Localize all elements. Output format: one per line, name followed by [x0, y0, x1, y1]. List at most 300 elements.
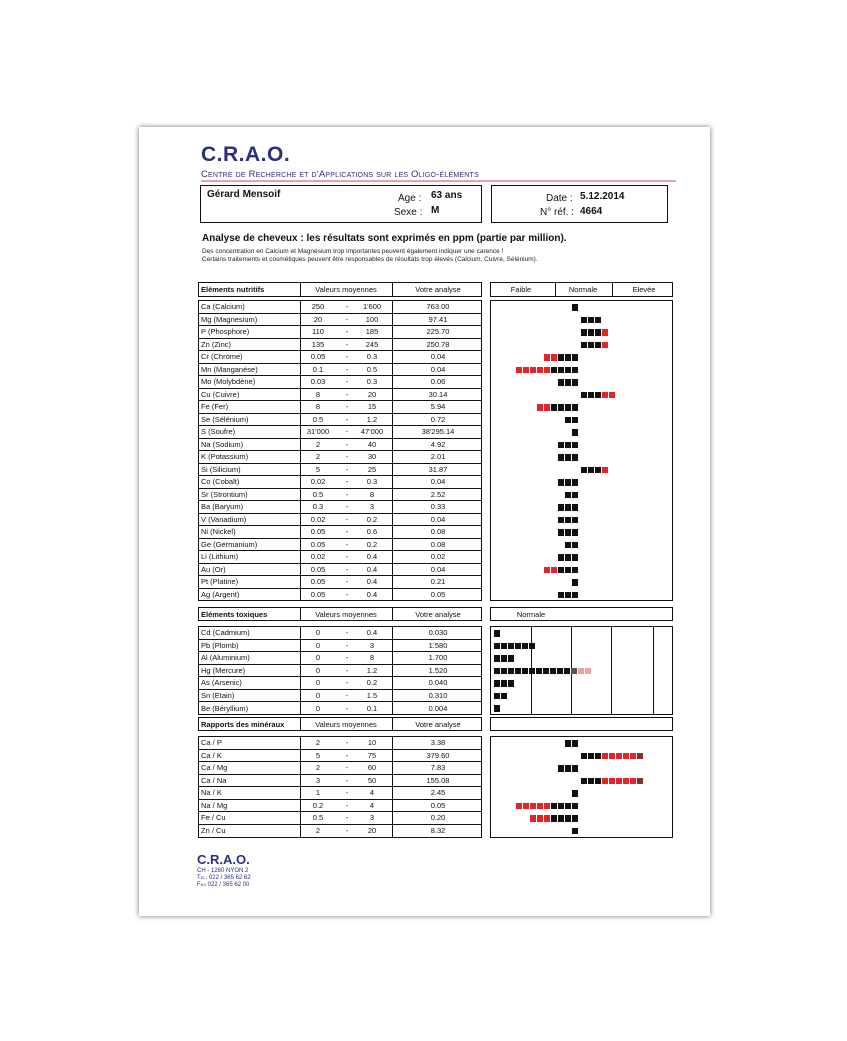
level-square	[522, 668, 528, 675]
level-square	[572, 417, 578, 424]
level-square	[536, 668, 542, 675]
level-square	[522, 643, 528, 650]
level-square	[572, 815, 578, 822]
cell-val: 0.06	[430, 377, 446, 387]
level-square	[494, 643, 500, 650]
level-square	[578, 668, 584, 675]
cell-val: 3.38	[430, 738, 446, 748]
cell-val: 379.60	[426, 750, 450, 760]
ratios-scale-header	[490, 717, 673, 731]
level-square	[602, 778, 608, 785]
range-dash: -	[345, 628, 349, 638]
table-row	[199, 451, 481, 464]
level-square	[623, 778, 629, 785]
level-square	[501, 680, 507, 687]
level-square	[630, 753, 636, 760]
level-square	[572, 579, 578, 586]
cell-name: S (Soufre)	[201, 427, 236, 437]
cell-hi: 75	[367, 750, 377, 760]
range-dash: -	[345, 439, 349, 449]
cell-hi: 3	[369, 640, 375, 650]
cell-val: 0.02	[430, 552, 446, 562]
toxics-chart	[490, 626, 673, 715]
level-square	[588, 329, 594, 336]
range-dash: -	[345, 552, 349, 562]
table-row	[199, 326, 481, 339]
cell-hi: 1'600	[362, 302, 382, 312]
table-row	[199, 439, 481, 452]
level-square	[623, 753, 629, 760]
cell-lo: 3	[315, 775, 321, 785]
table-row	[199, 376, 481, 389]
level-square	[616, 778, 622, 785]
level-square	[602, 329, 608, 336]
cell-name: Cr (Chrome)	[201, 352, 243, 362]
level-square	[565, 504, 571, 511]
level-square	[564, 668, 570, 675]
level-square	[529, 668, 535, 675]
level-square	[588, 467, 594, 474]
cell-val: 38'295.14	[421, 427, 455, 437]
ratios-col-elements: Rapports des minéraux	[201, 719, 285, 729]
cell-lo: 5	[315, 750, 321, 760]
cell-name: Sr (Strontium)	[201, 489, 248, 499]
table-row	[199, 551, 481, 564]
range-dash: -	[345, 414, 349, 424]
table-row	[199, 539, 481, 552]
nutrients-chart	[490, 300, 673, 601]
level-square	[572, 504, 578, 511]
footer-address: CH - 1260 NYON 2	[197, 868, 249, 874]
toxics-col-result: Votre analyse	[415, 609, 461, 619]
cell-val: 7.83	[430, 763, 446, 773]
range-dash: -	[345, 738, 349, 748]
level-square	[557, 668, 563, 675]
table-row	[199, 589, 481, 602]
cell-val: 763.00	[426, 302, 450, 312]
table-row	[199, 339, 481, 352]
level-square	[558, 454, 564, 461]
range-dash: -	[345, 653, 349, 663]
level-square	[572, 592, 578, 599]
range-dash: -	[345, 364, 349, 374]
cell-hi: 245	[365, 339, 379, 349]
level-square	[537, 367, 543, 374]
cell-val: 4.92	[430, 439, 446, 449]
level-square	[558, 803, 564, 810]
cell-val: 0.040	[428, 678, 448, 688]
cell-val: 0.08	[430, 527, 446, 537]
cell-val: 0.21	[430, 577, 446, 587]
level-square	[494, 668, 500, 675]
level-square	[551, 404, 557, 411]
level-square	[609, 392, 615, 399]
table-row	[199, 301, 481, 314]
cell-val: 1.520	[428, 665, 448, 675]
cell-name: Zn (Zinc)	[201, 339, 231, 349]
cell-val: 0.04	[430, 364, 446, 374]
toxics-header	[198, 607, 482, 621]
level-square	[581, 329, 587, 336]
level-square	[588, 342, 594, 349]
level-square	[588, 753, 594, 760]
cell-val: 97.41	[428, 314, 448, 324]
cell-name: Na (Sodium)	[201, 439, 244, 449]
level-square	[572, 517, 578, 524]
cell-name: Cd (Cadmium)	[201, 628, 250, 638]
footer-tel: Tel. 022 / 365 62 62	[197, 875, 251, 881]
level-square	[544, 567, 550, 574]
cell-val: 0.04	[430, 514, 446, 524]
table-row	[199, 677, 481, 690]
range-dash: -	[345, 452, 349, 462]
sex-value: M	[431, 205, 440, 216]
cell-hi: 4	[369, 800, 375, 810]
cell-lo: 0.02	[310, 552, 326, 562]
level-square	[581, 317, 587, 324]
level-square	[572, 379, 578, 386]
cell-name: As (Arsenic)	[201, 678, 242, 688]
cell-lo: 0.02	[310, 477, 326, 487]
level-square	[501, 668, 507, 675]
cell-lo: 8	[315, 402, 321, 412]
level-square	[565, 803, 571, 810]
cell-lo: 0.02	[310, 514, 326, 524]
table-row	[199, 564, 481, 577]
level-square	[630, 778, 636, 785]
level-square	[501, 655, 507, 662]
level-square	[572, 803, 578, 810]
report-sheet	[139, 127, 710, 916]
table-row	[199, 526, 481, 539]
level-square	[565, 492, 571, 499]
level-square	[501, 693, 507, 700]
range-dash: -	[345, 489, 349, 499]
level-square	[581, 392, 587, 399]
level-square	[572, 554, 578, 561]
cell-hi: 0.2	[366, 678, 378, 688]
cell-hi: 8	[369, 489, 375, 499]
cell-name: Ca / Mg	[201, 763, 228, 773]
patient-name: Gérard Mensoif	[207, 189, 281, 200]
table-row	[199, 737, 481, 750]
table-row	[199, 640, 481, 653]
range-dash: -	[345, 577, 349, 587]
organization-subtitle: Centre de Recherche et d'Applications sur les Oligo-éléments	[201, 169, 479, 180]
reference-box	[491, 185, 668, 223]
cell-name: Se (Sélénium)	[201, 414, 249, 424]
ratios-table	[198, 736, 482, 838]
cell-val: 0.05	[430, 590, 446, 600]
cell-name: P (Phosphore)	[201, 327, 250, 337]
cell-name: Pb (Plomb)	[201, 640, 239, 650]
range-dash: -	[345, 327, 349, 337]
cell-val: 0.72	[430, 414, 446, 424]
cell-val: 0.04	[430, 352, 446, 362]
level-square	[581, 753, 587, 760]
cell-name: Fe / Cu	[201, 813, 226, 823]
toxics-scale-normal: Normale	[516, 609, 546, 619]
level-square	[572, 354, 578, 361]
level-square	[544, 367, 550, 374]
table-row	[199, 800, 481, 813]
cell-val: 0.004	[428, 703, 448, 713]
cell-name: Ba (Baryum)	[201, 502, 244, 512]
level-square	[508, 655, 514, 662]
level-square	[558, 354, 564, 361]
cell-val: 0.030	[428, 628, 448, 638]
cell-name: Ca / P	[201, 738, 222, 748]
level-square	[565, 404, 571, 411]
analysis-note-2: Certains traitements et cosmétiques peuvent être responsables de résultats trop élevés (Calcium, Cuivre, Sélénium).	[202, 256, 538, 263]
level-square	[544, 803, 550, 810]
cell-hi: 1.2	[366, 414, 378, 424]
level-square	[585, 668, 591, 675]
cell-val: 1.700	[428, 653, 448, 663]
cell-lo: 0.5	[312, 489, 324, 499]
cell-hi: 185	[365, 327, 379, 337]
footer-fax: Fax 022 / 365 62 00	[197, 882, 250, 888]
table-row	[199, 314, 481, 327]
level-square	[565, 815, 571, 822]
range-dash: -	[345, 590, 349, 600]
level-square	[572, 404, 578, 411]
table-row	[199, 665, 481, 678]
level-square	[550, 668, 556, 675]
level-square	[558, 404, 564, 411]
cell-val: 155.08	[426, 775, 450, 785]
level-square	[508, 668, 514, 675]
footer-logo: C.R.A.O.	[197, 852, 250, 867]
level-square	[565, 567, 571, 574]
cell-val: 0.310	[428, 690, 448, 700]
cell-lo: 0.2	[312, 800, 324, 810]
cell-hi: 0.5	[366, 364, 378, 374]
scale-high: Elevée	[632, 285, 656, 294]
cell-lo: 0	[315, 653, 321, 663]
cell-lo: 5	[315, 464, 321, 474]
level-square	[565, 517, 571, 524]
level-square	[494, 693, 500, 700]
level-square	[572, 567, 578, 574]
level-square	[602, 342, 608, 349]
toxics-table	[198, 626, 482, 715]
level-square	[602, 753, 608, 760]
cell-lo: 135	[311, 339, 325, 349]
level-square	[571, 668, 577, 675]
level-square	[565, 592, 571, 599]
range-dash: -	[345, 690, 349, 700]
cell-name: Ag (Argent)	[201, 590, 240, 600]
level-square	[637, 753, 643, 760]
cell-hi: 100	[365, 314, 379, 324]
level-square	[572, 740, 578, 747]
level-square	[530, 367, 536, 374]
table-row	[199, 351, 481, 364]
date-value: 5.12.2014	[580, 191, 625, 202]
range-dash: -	[345, 640, 349, 650]
ref-label: N° réf. :	[540, 207, 575, 218]
cell-lo: 1	[315, 788, 321, 798]
cell-lo: 8	[315, 389, 321, 399]
level-square	[572, 442, 578, 449]
nutrients-col-elements: Eléments nutritifs	[201, 285, 265, 294]
cell-val: 0.33	[430, 502, 446, 512]
cell-name: Na / K	[201, 788, 222, 798]
cell-lo: 2	[315, 826, 321, 836]
level-square	[565, 379, 571, 386]
ratios-chart	[490, 736, 673, 838]
sex-label: Sexe :	[394, 207, 423, 218]
age-value: 63 ans	[431, 190, 463, 201]
cell-name: Fe (Fer)	[201, 402, 229, 412]
cell-name: Sn (Etain)	[201, 690, 235, 700]
level-square	[551, 803, 557, 810]
cell-lo: 0.3	[312, 502, 324, 512]
level-square	[501, 643, 507, 650]
cell-hi: 50	[367, 775, 377, 785]
cell-val: 2.45	[430, 788, 446, 798]
cell-lo: 2	[315, 763, 321, 773]
cell-hi: 15	[367, 402, 377, 412]
cell-name: Ca / K	[201, 750, 222, 760]
level-square	[572, 304, 578, 311]
level-square	[565, 367, 571, 374]
range-dash: -	[345, 564, 349, 574]
cell-hi: 1.2	[366, 665, 378, 675]
level-square	[558, 367, 564, 374]
cell-val: 250.78	[426, 339, 450, 349]
range-dash: -	[345, 302, 349, 312]
cell-hi: 25	[367, 464, 377, 474]
table-row	[199, 389, 481, 402]
range-dash: -	[345, 352, 349, 362]
ratios-col-result: Votre analyse	[415, 719, 461, 729]
table-row	[199, 489, 481, 502]
level-square	[572, 542, 578, 549]
level-square	[609, 753, 615, 760]
table-row	[199, 426, 481, 439]
level-square	[637, 778, 643, 785]
level-square	[572, 790, 578, 797]
cell-hi: 20	[367, 389, 377, 399]
header-divider	[201, 180, 676, 182]
range-dash: -	[345, 464, 349, 474]
table-row	[199, 514, 481, 527]
patient-box	[200, 185, 482, 223]
level-square	[558, 529, 564, 536]
cell-lo: 0	[315, 690, 321, 700]
cell-lo: 0	[315, 640, 321, 650]
cell-hi: 30	[367, 452, 377, 462]
level-square	[609, 778, 615, 785]
range-dash: -	[345, 389, 349, 399]
cell-val: 0.20	[430, 813, 446, 823]
table-row	[199, 690, 481, 703]
ref-value: 4664	[580, 206, 603, 217]
cell-lo: 0.03	[310, 377, 326, 387]
level-square	[494, 655, 500, 662]
table-row	[199, 364, 481, 377]
table-row	[199, 775, 481, 788]
cell-lo: 0.05	[310, 352, 326, 362]
cell-hi: 0.3	[366, 477, 378, 487]
level-square	[581, 467, 587, 474]
level-square	[516, 367, 522, 374]
cell-val: 0.05	[430, 800, 446, 810]
table-row	[199, 652, 481, 665]
level-square	[544, 815, 550, 822]
cell-lo: 0	[315, 628, 321, 638]
cell-hi: 0.2	[366, 539, 378, 549]
table-row	[199, 501, 481, 514]
cell-name: Na / Mg	[201, 800, 228, 810]
cell-lo: 0	[315, 678, 321, 688]
cell-hi: 0.1	[366, 703, 378, 713]
level-square	[572, 529, 578, 536]
cell-hi: 0.3	[366, 352, 378, 362]
cell-hi: 47'000	[360, 427, 384, 437]
analysis-title: Analyse de cheveux : les résultats sont exprimés en ppm (partie par million).	[202, 233, 567, 244]
level-square	[537, 815, 543, 822]
cell-val: 2.01	[430, 452, 446, 462]
level-square	[581, 342, 587, 349]
level-square	[523, 803, 529, 810]
cell-name: Mg (Magnesium)	[201, 314, 258, 324]
cell-lo: 0.1	[312, 364, 324, 374]
level-square	[494, 680, 500, 687]
cell-hi: 8	[369, 653, 375, 663]
table-row	[199, 414, 481, 427]
cell-name: Co (Cobalt)	[201, 477, 240, 487]
cell-val: 0.08	[430, 539, 446, 549]
cell-lo: 2	[315, 439, 321, 449]
level-square	[565, 479, 571, 486]
level-square	[595, 467, 601, 474]
cell-hi: 0.3	[366, 377, 378, 387]
range-dash: -	[345, 703, 349, 713]
range-dash: -	[345, 800, 349, 810]
table-row	[199, 750, 481, 763]
cell-lo: 250	[311, 302, 325, 312]
cell-name: Zn / Cu	[201, 826, 226, 836]
table-row	[199, 401, 481, 414]
table-row	[199, 787, 481, 800]
level-square	[572, 454, 578, 461]
cell-val: 5.94	[430, 402, 446, 412]
level-square	[565, 529, 571, 536]
cell-hi: 1.5	[366, 690, 378, 700]
cell-name: Au (Or)	[201, 564, 226, 574]
cell-name: Pt (Platine)	[201, 577, 239, 587]
scale-normal: Normale	[568, 285, 598, 294]
table-row	[199, 825, 481, 838]
range-dash: -	[345, 678, 349, 688]
cell-val: 0.04	[430, 564, 446, 574]
cell-name: Si (Silicium)	[201, 464, 241, 474]
cell-lo: 0.5	[312, 414, 324, 424]
cell-hi: 0.4	[366, 590, 378, 600]
level-square	[551, 567, 557, 574]
logo: C.R.A.O.	[201, 143, 291, 166]
cell-hi: 60	[367, 763, 377, 773]
level-square	[572, 828, 578, 835]
date-label: Date :	[546, 193, 573, 204]
level-square	[588, 317, 594, 324]
toxics-col-means: Valeurs moyennes	[315, 609, 377, 619]
level-square	[543, 668, 549, 675]
cell-hi: 0.4	[366, 552, 378, 562]
